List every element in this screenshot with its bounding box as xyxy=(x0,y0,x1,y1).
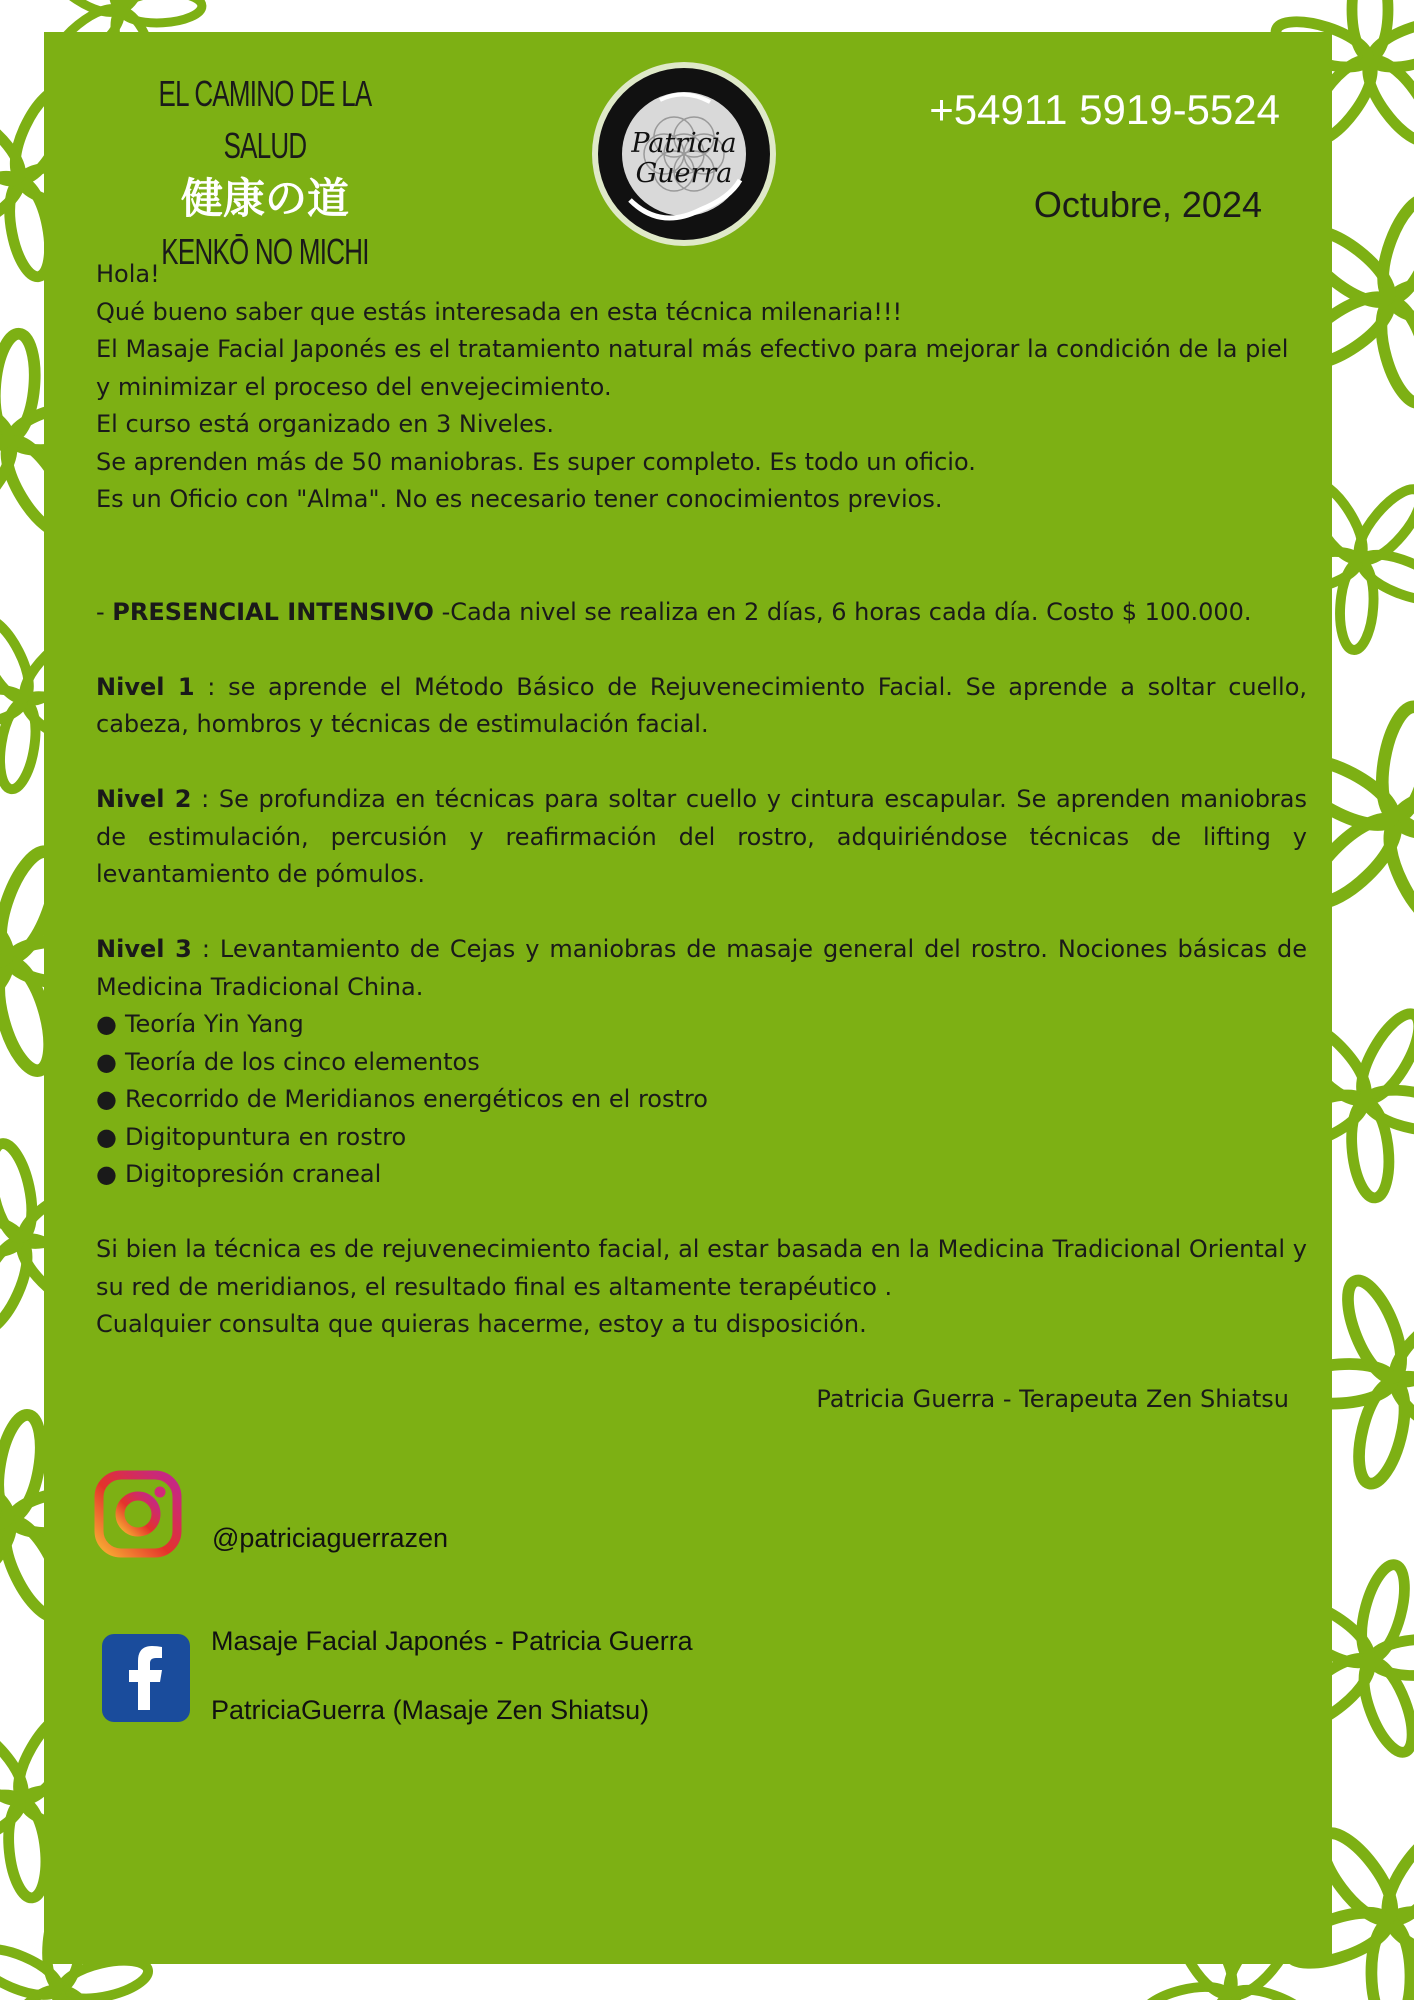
signature: Patricia Guerra - Terapeuta Zen Shiatsu xyxy=(816,1385,1289,1413)
greeting: Hola! xyxy=(96,260,160,288)
bullet-item: ● Teoría de los cinco elementos xyxy=(96,1044,1307,1082)
presencial-paragraph: - PRESENCIAL INTENSIVO -Cada nivel se realiza en 2 días, 6 horas cada día. Costo $ 100.000. xyxy=(96,597,1252,626)
intro-line: El curso está organizado en 3 Niveles. xyxy=(96,410,555,438)
level-3-paragraph: Nivel 3 : Levantamiento de Cejas y maniobras de masaje general del rostro. Nociones básicas de Medicina Tradicional China. xyxy=(96,935,1308,1001)
bullet-item: ● Recorrido de Meridianos energéticos en el rostro xyxy=(96,1081,1307,1119)
instagram-icon[interactable] xyxy=(94,1470,182,1558)
level-label: Nivel 3 xyxy=(96,935,192,963)
intro-line: El Masaje Facial Japonés es el tratamiento natural más efectivo para mejorar la condición de la piel y minimizar el proceso del envejecimiento. xyxy=(96,335,1289,401)
brand-title xyxy=(90,68,440,278)
logo-text-line1: Patricia xyxy=(631,128,737,159)
facebook-icon[interactable] xyxy=(102,1634,190,1722)
date-label: Octubre, 2024 xyxy=(1033,184,1262,225)
letter-body xyxy=(96,256,1307,1419)
logo-text-line2: Guerra xyxy=(635,158,733,189)
facebook-page-link[interactable]: Masaje Facial Japonés - Patricia Guerra xyxy=(211,1626,693,1656)
closing-paragraph: Si bien la técnica es de rejuvenecimiento facial, al estar basada en la Medicina Tradicional Oriental y su red de meridianos, el resultado final es altamente terapéutico . xyxy=(96,1235,1307,1301)
level-label: Nivel 1 xyxy=(96,672,195,701)
intro-line: Se aprenden más de 50 maniobras. Es super completo. Es todo un oficio. xyxy=(96,447,976,476)
bullet-item: ● Digitopuntura en rostro xyxy=(96,1119,1307,1157)
phone-number: +54911 5919-5524 xyxy=(929,86,1280,133)
instagram-handle[interactable]: @patriciaguerrazen xyxy=(212,1523,449,1553)
closing-line: Cualquier consulta que quieras hacerme, estoy a tu disposición. xyxy=(96,1310,867,1338)
bullet-item: ● Digitopresión craneal xyxy=(96,1156,1307,1194)
level-2-paragraph: Nivel 2 : Se profundiza en técnicas para soltar cuello y cintura escapular. Se aprenden maniobras de estimulación, percusión y reafirmación del rostro, adquiriéndose técnicas de lifting y levantamiento de pómulos. xyxy=(96,785,1308,888)
facebook-page-link[interactable]: PatriciaGuerra (Masaje Zen Shiatsu) xyxy=(211,1695,650,1725)
level-label: Nivel 2 xyxy=(96,785,192,813)
intro-line: Es un Oficio con "Alma". No es necesario tener conocimientos previos. xyxy=(96,485,943,513)
patricia-guerra-logo xyxy=(590,60,778,248)
presencial-label: PRESENCIAL INTENSIVO xyxy=(112,597,434,626)
brand-line-romaji: KENKŌ NO MICHI xyxy=(161,231,369,272)
level-1-paragraph: Nivel 1 : se aprende el Método Básico de Rejuvenecimiento Facial. Se aprende a soltar cuello, cabeza, hombros y técnicas de estimulación facial. xyxy=(96,672,1308,738)
brand-line-spanish: EL CAMINO DE LA SALUD xyxy=(158,73,372,166)
intro-line: Qué bueno saber que estás interesada en esta técnica milenaria!!! xyxy=(96,297,903,326)
bullet-item: ● Teoría Yin Yang xyxy=(96,1006,1307,1044)
brand-line-japanese: 健康の道 xyxy=(180,174,349,223)
